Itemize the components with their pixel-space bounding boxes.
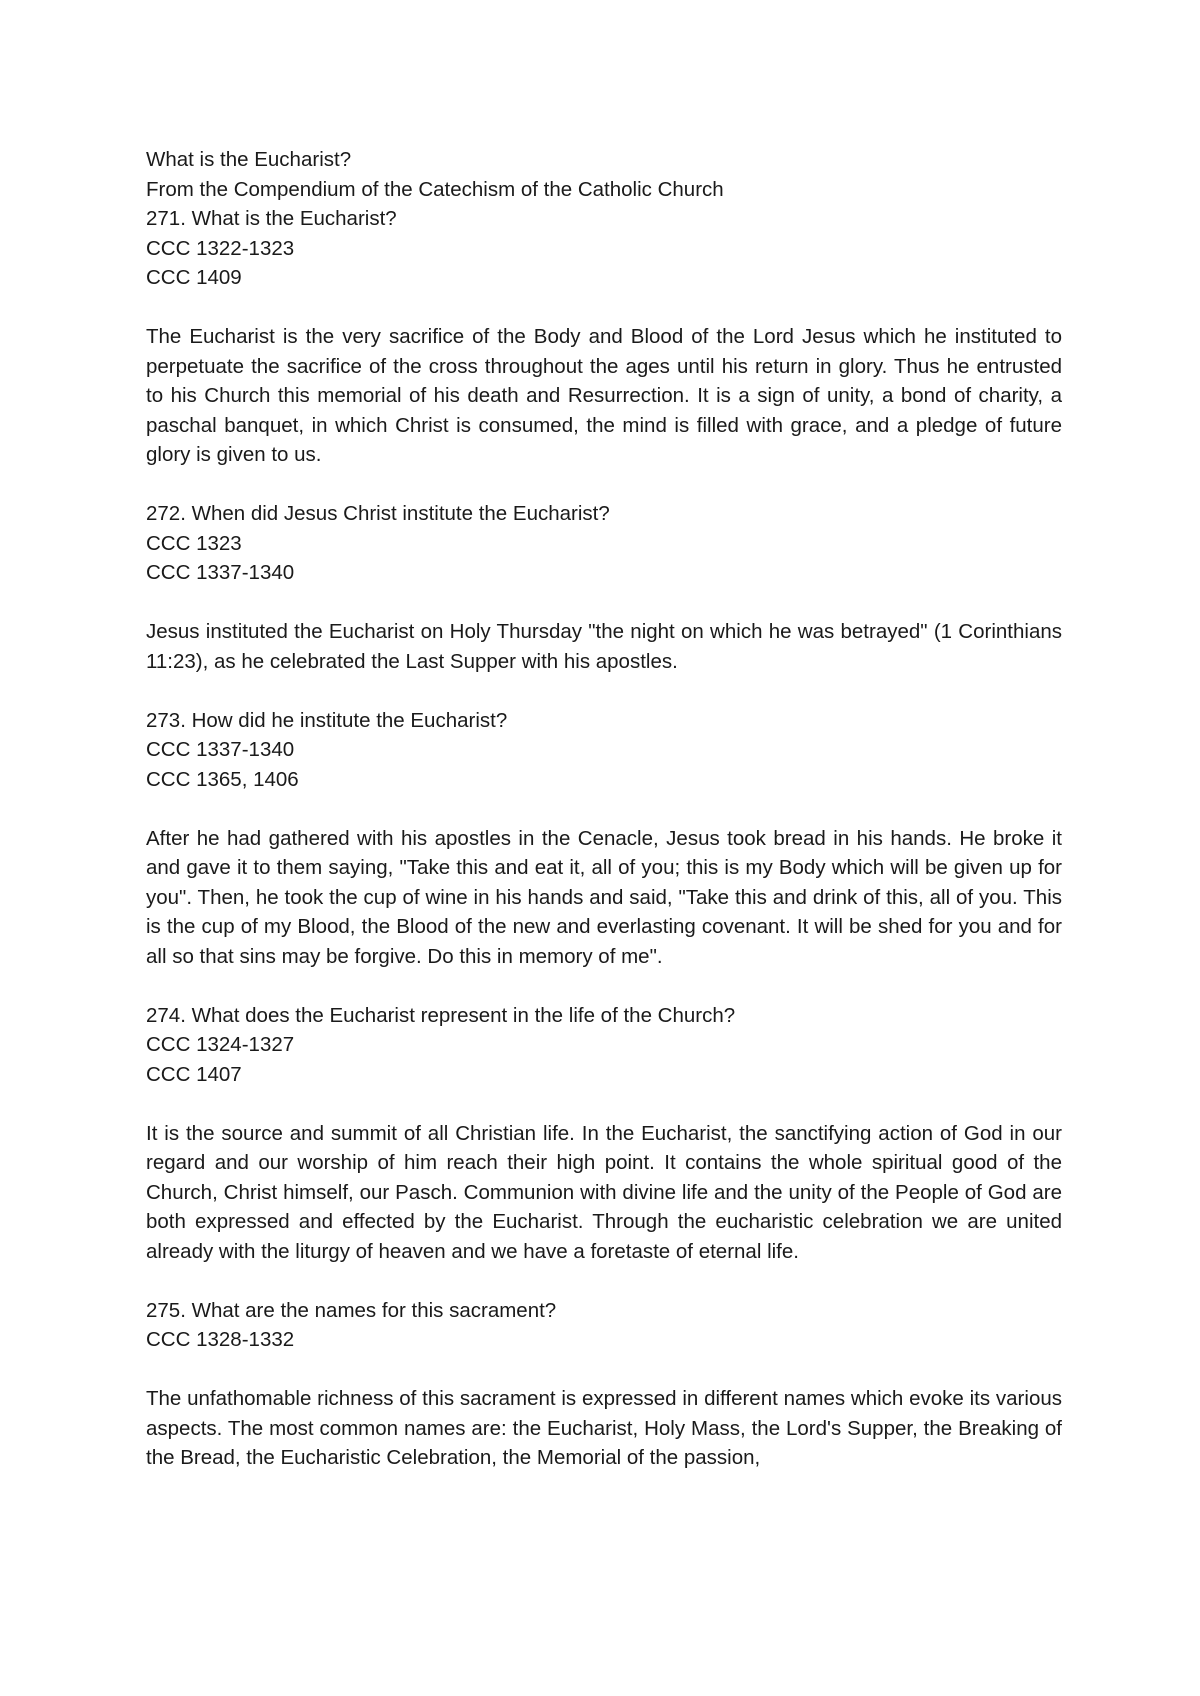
section-ref: CCC 1365, 1406 xyxy=(146,767,299,791)
section-answer: The Eucharist is the very sacrifice of the Body and Blood of the Lord Jesus which he instituted to perpetuate the sacrifice of the cross throughout the ages until his return in glory. Thus he entrusted to his Church this memorial of his death and Resurrection. It is a sign of unity, a bond of charity, a paschal banquet, in which Christ is consumed, the mind is filled with grace, and a pledge of future glory is given to us. xyxy=(146,325,1062,466)
spacer xyxy=(146,676,1062,706)
section-answer: It is the source and summit of all Christian life. In the Eucharist, the sanctifying action of God in our regard and our worship of him reach their high point. It contains the whole spiritual good of the Church, Christ himself, our Pasch. Communion with divine life and the unity of the People of God are both expressed and effected by the Eucharist. Through the eucharistic celebration we are united already with the liturgy of heaven and we have a foretaste of eternal life. xyxy=(146,1121,1062,1263)
spacer xyxy=(146,470,1062,500)
spacer xyxy=(146,1355,1062,1385)
section-ref: CCC 1322-1323 xyxy=(146,236,295,260)
section-ref: CCC 1337-1340 xyxy=(146,561,295,584)
spacer xyxy=(146,588,1062,618)
section-ref: CCC 1328-1332 xyxy=(146,1328,295,1351)
section-ref: CCC 1337-1340 xyxy=(146,738,295,761)
document-page xyxy=(146,145,1062,1473)
section-271 xyxy=(146,204,1062,499)
spacer xyxy=(146,794,1062,824)
document-title: What is the Eucharist? xyxy=(146,148,352,171)
spacer xyxy=(146,971,1062,1001)
spacer xyxy=(146,1089,1062,1119)
spacer xyxy=(146,1266,1062,1296)
section-272 xyxy=(146,499,1062,706)
section-question: 274. What does the Eucharist represent in the life of the Church? xyxy=(146,1003,736,1027)
section-question: 271. What is the Eucharist? xyxy=(146,207,397,230)
section-answer: After he had gathered with his apostles in the Cenacle, Jesus took bread in his hands. He broke it and gave it to them saying, "Take this and eat it, all of you; this is my Body which will be given up for you". Then, he took the cup of wine in his hands and said, "Take this and drink of this, all of you. This is the cup of my Blood, the Blood of the new and everlasting covenant. It will be shed for you and for all so that sins may be forgive. Do this in memory of me". xyxy=(146,826,1062,968)
section-question: 273. How did he institute the Eucharist? xyxy=(146,708,508,732)
section-ref: CCC 1407 xyxy=(146,1062,242,1086)
section-answer: The unfathomable richness of this sacrament is expressed in different names which evoke its various aspects. The most common names are: the Eucharist, Holy Mass, the Lord's Supper, the Breaking of the Bread, the Eucharistic Celebration, the Memorial of the passion, xyxy=(146,1387,1062,1469)
section-question: 275. What are the names for this sacrament? xyxy=(146,1298,557,1322)
section-273 xyxy=(146,706,1062,1001)
section-question: 272. When did Jesus Christ institute the Eucharist? xyxy=(146,502,610,525)
section-ref: CCC 1409 xyxy=(146,266,242,289)
section-275 xyxy=(146,1296,1062,1473)
section-answer: Jesus instituted the Eucharist on Holy Thursday "the night on which he was betrayed" (1 Corinthians 11:23), as he celebrated the Last Supper with his apostles. xyxy=(146,620,1062,673)
document-subtitle: From the Compendium of the Catechism of the Catholic Church xyxy=(146,177,724,201)
spacer xyxy=(146,293,1062,323)
section-274 xyxy=(146,1001,1062,1296)
section-ref: CCC 1323 xyxy=(146,531,242,555)
section-ref: CCC 1324-1327 xyxy=(146,1033,295,1056)
